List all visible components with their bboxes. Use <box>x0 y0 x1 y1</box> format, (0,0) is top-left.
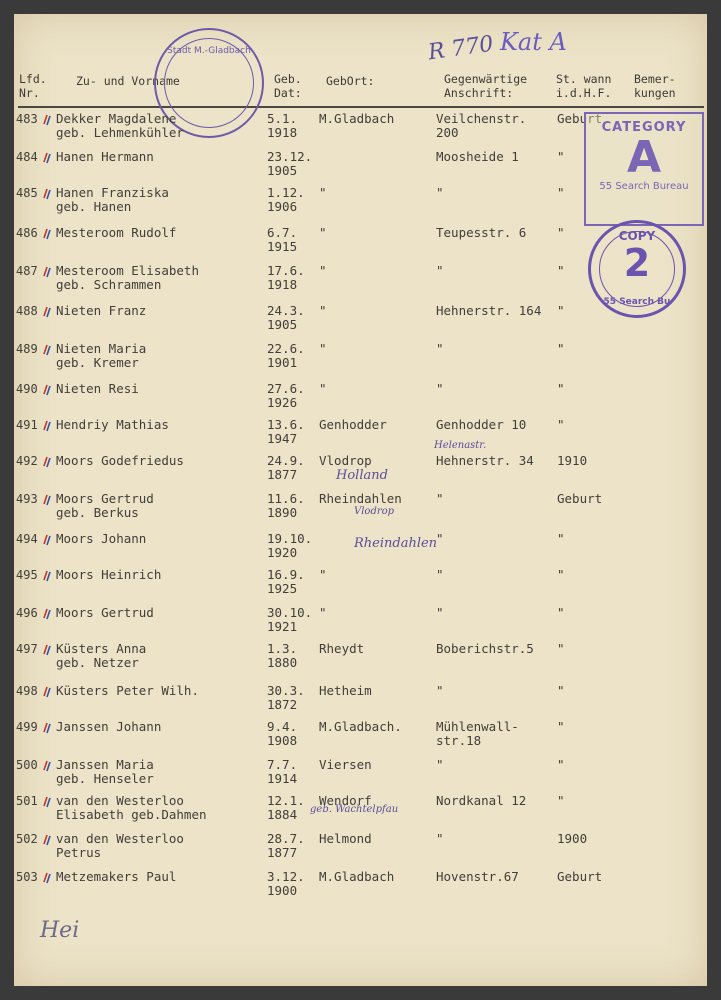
row-address: " <box>436 381 444 396</box>
row-address: Teupesstr. 6 <box>436 225 527 240</box>
table-row <box>14 642 707 678</box>
handwritten-kat: Kat A <box>500 28 567 56</box>
row-birth-date: 28.7. 1877 <box>267 831 305 860</box>
row-number: 488 <box>16 304 38 318</box>
row-name: Nieten Maria geb. Kremer <box>56 341 147 370</box>
row-name: Moors Johann <box>56 531 147 546</box>
row-number: 484 <box>16 150 38 164</box>
table-row <box>14 720 707 756</box>
row-address: " <box>436 263 444 278</box>
row-since: " <box>557 185 565 200</box>
check-mark-icon <box>42 492 52 506</box>
row-since: " <box>557 303 565 318</box>
header-geb-ort: GebOrt: <box>326 74 375 88</box>
table-row <box>14 870 707 906</box>
row-number: 494 <box>16 532 38 546</box>
row-number: 497 <box>16 642 38 656</box>
row-birth-date: 1.12. 1906 <box>267 185 305 214</box>
check-mark-icon <box>42 342 52 356</box>
check-mark-icon <box>42 870 52 884</box>
row-birth-date: 9.4. 1908 <box>267 719 298 748</box>
row-name: Dekker Magdalene geb. Lehmenkühler <box>56 111 184 140</box>
row-birth-date: 3.12. 1900 <box>267 869 305 898</box>
check-mark-icon <box>42 684 52 698</box>
row-birth-place: " <box>319 567 327 582</box>
row-name: Metzemakers Paul <box>56 869 177 884</box>
row-birth-place: Wendorf <box>319 793 372 808</box>
check-mark-icon <box>42 304 52 318</box>
row-birth-place: Hetheim <box>319 683 372 698</box>
row-name: Moors Gertrud <box>56 605 154 620</box>
row-address: Hehnerstr. 34 <box>436 453 534 468</box>
row-address: " <box>436 341 444 356</box>
row-address: " <box>436 491 444 506</box>
row-address: " <box>436 831 444 846</box>
row-name: Nieten Franz <box>56 303 147 318</box>
row-address: Hovenstr.67 <box>436 869 519 884</box>
row-birth-place: " <box>319 341 327 356</box>
row-number: 501 <box>16 794 38 808</box>
table-row <box>14 684 707 720</box>
row-birth-place: Genhodder <box>319 417 387 432</box>
row-since: " <box>557 793 565 808</box>
row-since: 1900 <box>557 831 588 846</box>
copy-number: 2 <box>623 241 651 285</box>
check-mark-icon <box>42 454 52 468</box>
row-birth-date: 1.3. 1880 <box>267 641 298 670</box>
row-name: Nieten Resi <box>56 381 139 396</box>
row-since: " <box>557 683 565 698</box>
row-birth-place: Viersen <box>319 757 372 772</box>
row-since: " <box>557 567 565 582</box>
row-birth-date: 11.6. 1890 <box>267 491 305 520</box>
row-number: 502 <box>16 832 38 846</box>
row-since: " <box>557 381 565 396</box>
row-number: 492 <box>16 454 38 468</box>
check-mark-icon <box>42 606 52 620</box>
row-birth-place: " <box>319 185 327 200</box>
row-number: 503 <box>16 870 38 884</box>
table-row <box>14 342 707 378</box>
row-since: " <box>557 757 565 772</box>
copy-stamp <box>588 220 686 318</box>
row-since: Geburt <box>557 111 603 126</box>
handwritten-geb-wachtelpfau: geb. Wachtelpfau <box>310 804 399 815</box>
header-lfd-nr: Lfd. Nr. <box>19 72 47 100</box>
row-birth-place: " <box>319 263 327 278</box>
row-birth-date: 5.1. 1918 <box>267 111 298 140</box>
row-name: Hanen Franziska geb. Hanen <box>56 185 169 214</box>
table-row <box>14 304 707 340</box>
handwritten-code: R 770 <box>426 31 495 66</box>
row-since: " <box>557 225 565 240</box>
row-since: Geburt <box>557 491 603 506</box>
check-mark-icon <box>42 720 52 734</box>
row-birth-date: 7.7. 1914 <box>267 757 298 786</box>
row-address: Hehnerstr. 164 <box>436 303 542 318</box>
row-number: 495 <box>16 568 38 582</box>
header-geb-dat: Geb. Dat: <box>274 72 302 100</box>
row-birth-place: Rheindahlen <box>319 491 402 506</box>
row-address: " <box>436 683 444 698</box>
row-birth-place: M.Gladbach <box>319 111 395 126</box>
copy-label: COPY <box>618 229 656 243</box>
row-since: 1910 <box>557 453 588 468</box>
row-birth-date: 6.7. 1915 <box>267 225 298 254</box>
row-birth-date: 24.3. 1905 <box>267 303 305 332</box>
check-mark-icon <box>42 832 52 846</box>
row-birth-date: 22.6. 1901 <box>267 341 305 370</box>
row-since: " <box>557 605 565 620</box>
row-number: 485 <box>16 186 38 200</box>
row-address: " <box>436 531 444 546</box>
row-birth-place: Rheydt <box>319 641 365 656</box>
header-name: Zu- und Vorname <box>76 74 180 88</box>
row-address: Boberichstr.5 <box>436 641 534 656</box>
row-name: Moors Heinrich <box>56 567 162 582</box>
category-bureau: 55 Search Bureau <box>599 181 689 192</box>
row-birth-date: 30.3. 1872 <box>267 683 305 712</box>
check-mark-icon <box>42 418 52 432</box>
row-birth-place: " <box>319 303 327 318</box>
category-label: CATEGORY <box>601 120 687 135</box>
check-mark-icon <box>42 758 52 772</box>
row-name: Hanen Hermann <box>56 149 154 164</box>
row-address: Moosheide 1 <box>436 149 519 164</box>
row-address: Nordkanal 12 <box>436 793 527 808</box>
row-birth-date: 30.10. 1921 <box>267 605 313 634</box>
table-row <box>14 418 707 454</box>
row-number: 499 <box>16 720 38 734</box>
row-birth-date: 24.9. 1877 <box>267 453 305 482</box>
check-mark-icon <box>42 186 52 200</box>
handwritten-rheindahlen: Rheindahlen <box>354 536 438 551</box>
category-stamp <box>584 112 704 226</box>
row-birth-date: 27.6. 1926 <box>267 381 305 410</box>
row-number: 483 <box>16 112 38 126</box>
row-address: " <box>436 605 444 620</box>
handwritten-holland: Holland <box>336 468 388 483</box>
row-number: 487 <box>16 264 38 278</box>
row-birth-date: 19.10. 1920 <box>267 531 313 560</box>
row-name: Küsters Anna geb. Netzer <box>56 641 147 670</box>
copy-bureau: 55 Search Bu <box>603 297 671 307</box>
check-mark-icon <box>42 226 52 240</box>
header-anschrift: Gegenwärtige Anschrift: <box>444 72 528 100</box>
row-number: 493 <box>16 492 38 506</box>
check-mark-icon <box>42 382 52 396</box>
row-birth-date: 13.6. 1947 <box>267 417 305 446</box>
category-letter: A <box>626 132 662 183</box>
row-birth-place: M.Gladbach <box>319 869 395 884</box>
row-name: Moors Gertrud geb. Berkus <box>56 491 154 520</box>
table-row <box>14 758 707 794</box>
row-birth-date: 23.12. 1905 <box>267 149 313 178</box>
document-page <box>14 14 707 986</box>
row-birth-place: " <box>319 225 327 240</box>
check-mark-icon <box>42 150 52 164</box>
row-address: Mühlenwall- str.18 <box>436 719 519 748</box>
row-since: " <box>557 149 565 164</box>
row-name: Mesteroom Rudolf <box>56 225 177 240</box>
row-name: Hendriy Mathias <box>56 417 169 432</box>
row-number: 496 <box>16 606 38 620</box>
table-row <box>14 606 707 642</box>
row-birth-place: " <box>319 605 327 620</box>
row-birth-place: Vlodrop <box>319 453 372 468</box>
header-rule <box>18 106 704 108</box>
row-address: " <box>436 567 444 582</box>
row-name: van den Westerloo Petrus <box>56 831 184 860</box>
check-mark-icon <box>42 264 52 278</box>
row-birth-date: 17.6. 1918 <box>267 263 305 292</box>
row-birth-place: Helmond <box>319 831 372 846</box>
row-number: 491 <box>16 418 38 432</box>
row-name: Janssen Johann <box>56 719 162 734</box>
row-address: Veilchenstr. 200 <box>436 111 527 140</box>
row-since: " <box>557 263 565 278</box>
row-name: Mesteroom Elisabeth geb. Schrammen <box>56 263 199 292</box>
check-mark-icon <box>42 532 52 546</box>
row-number: 486 <box>16 226 38 240</box>
row-name: van den Westerloo Elisabeth geb.Dahmen <box>56 793 207 822</box>
row-since: Geburt <box>557 869 603 884</box>
row-name: Moors Godefriedus <box>56 453 184 468</box>
header-bemerkungen: Bemer- kungen <box>634 72 676 100</box>
town-stamp-text: Stadt M.-Gladbach <box>167 46 251 56</box>
row-since: " <box>557 641 565 656</box>
handwritten-helenastr: Helenastr. <box>434 440 487 451</box>
row-address: Genhodder 10 <box>436 417 527 432</box>
row-since: " <box>557 719 565 734</box>
row-name: Janssen Maria geb. Henseler <box>56 757 154 786</box>
row-number: 489 <box>16 342 38 356</box>
header-st-wann: St. wann i.d.H.F. <box>556 72 612 100</box>
check-mark-icon <box>42 568 52 582</box>
check-mark-icon <box>42 642 52 656</box>
table-row <box>14 832 707 868</box>
row-number: 498 <box>16 684 38 698</box>
row-since: " <box>557 531 565 546</box>
row-birth-place: M.Gladbach. <box>319 719 402 734</box>
row-number: 490 <box>16 382 38 396</box>
row-address: " <box>436 185 444 200</box>
row-number: 500 <box>16 758 38 772</box>
table-row <box>14 382 707 418</box>
handwritten-vlodrop: Vlodrop <box>354 506 395 517</box>
row-since: " <box>557 417 565 432</box>
check-mark-icon <box>42 112 52 126</box>
row-birth-date: 12.1. 1884 <box>267 793 305 822</box>
row-since: " <box>557 341 565 356</box>
row-birth-date: 16.9. 1925 <box>267 567 305 596</box>
table-row <box>14 568 707 604</box>
row-birth-place: " <box>319 381 327 396</box>
check-mark-icon <box>42 794 52 808</box>
handwritten-initials: Hei <box>40 918 80 943</box>
row-address: " <box>436 757 444 772</box>
row-name: Küsters Peter Wilh. <box>56 683 199 698</box>
